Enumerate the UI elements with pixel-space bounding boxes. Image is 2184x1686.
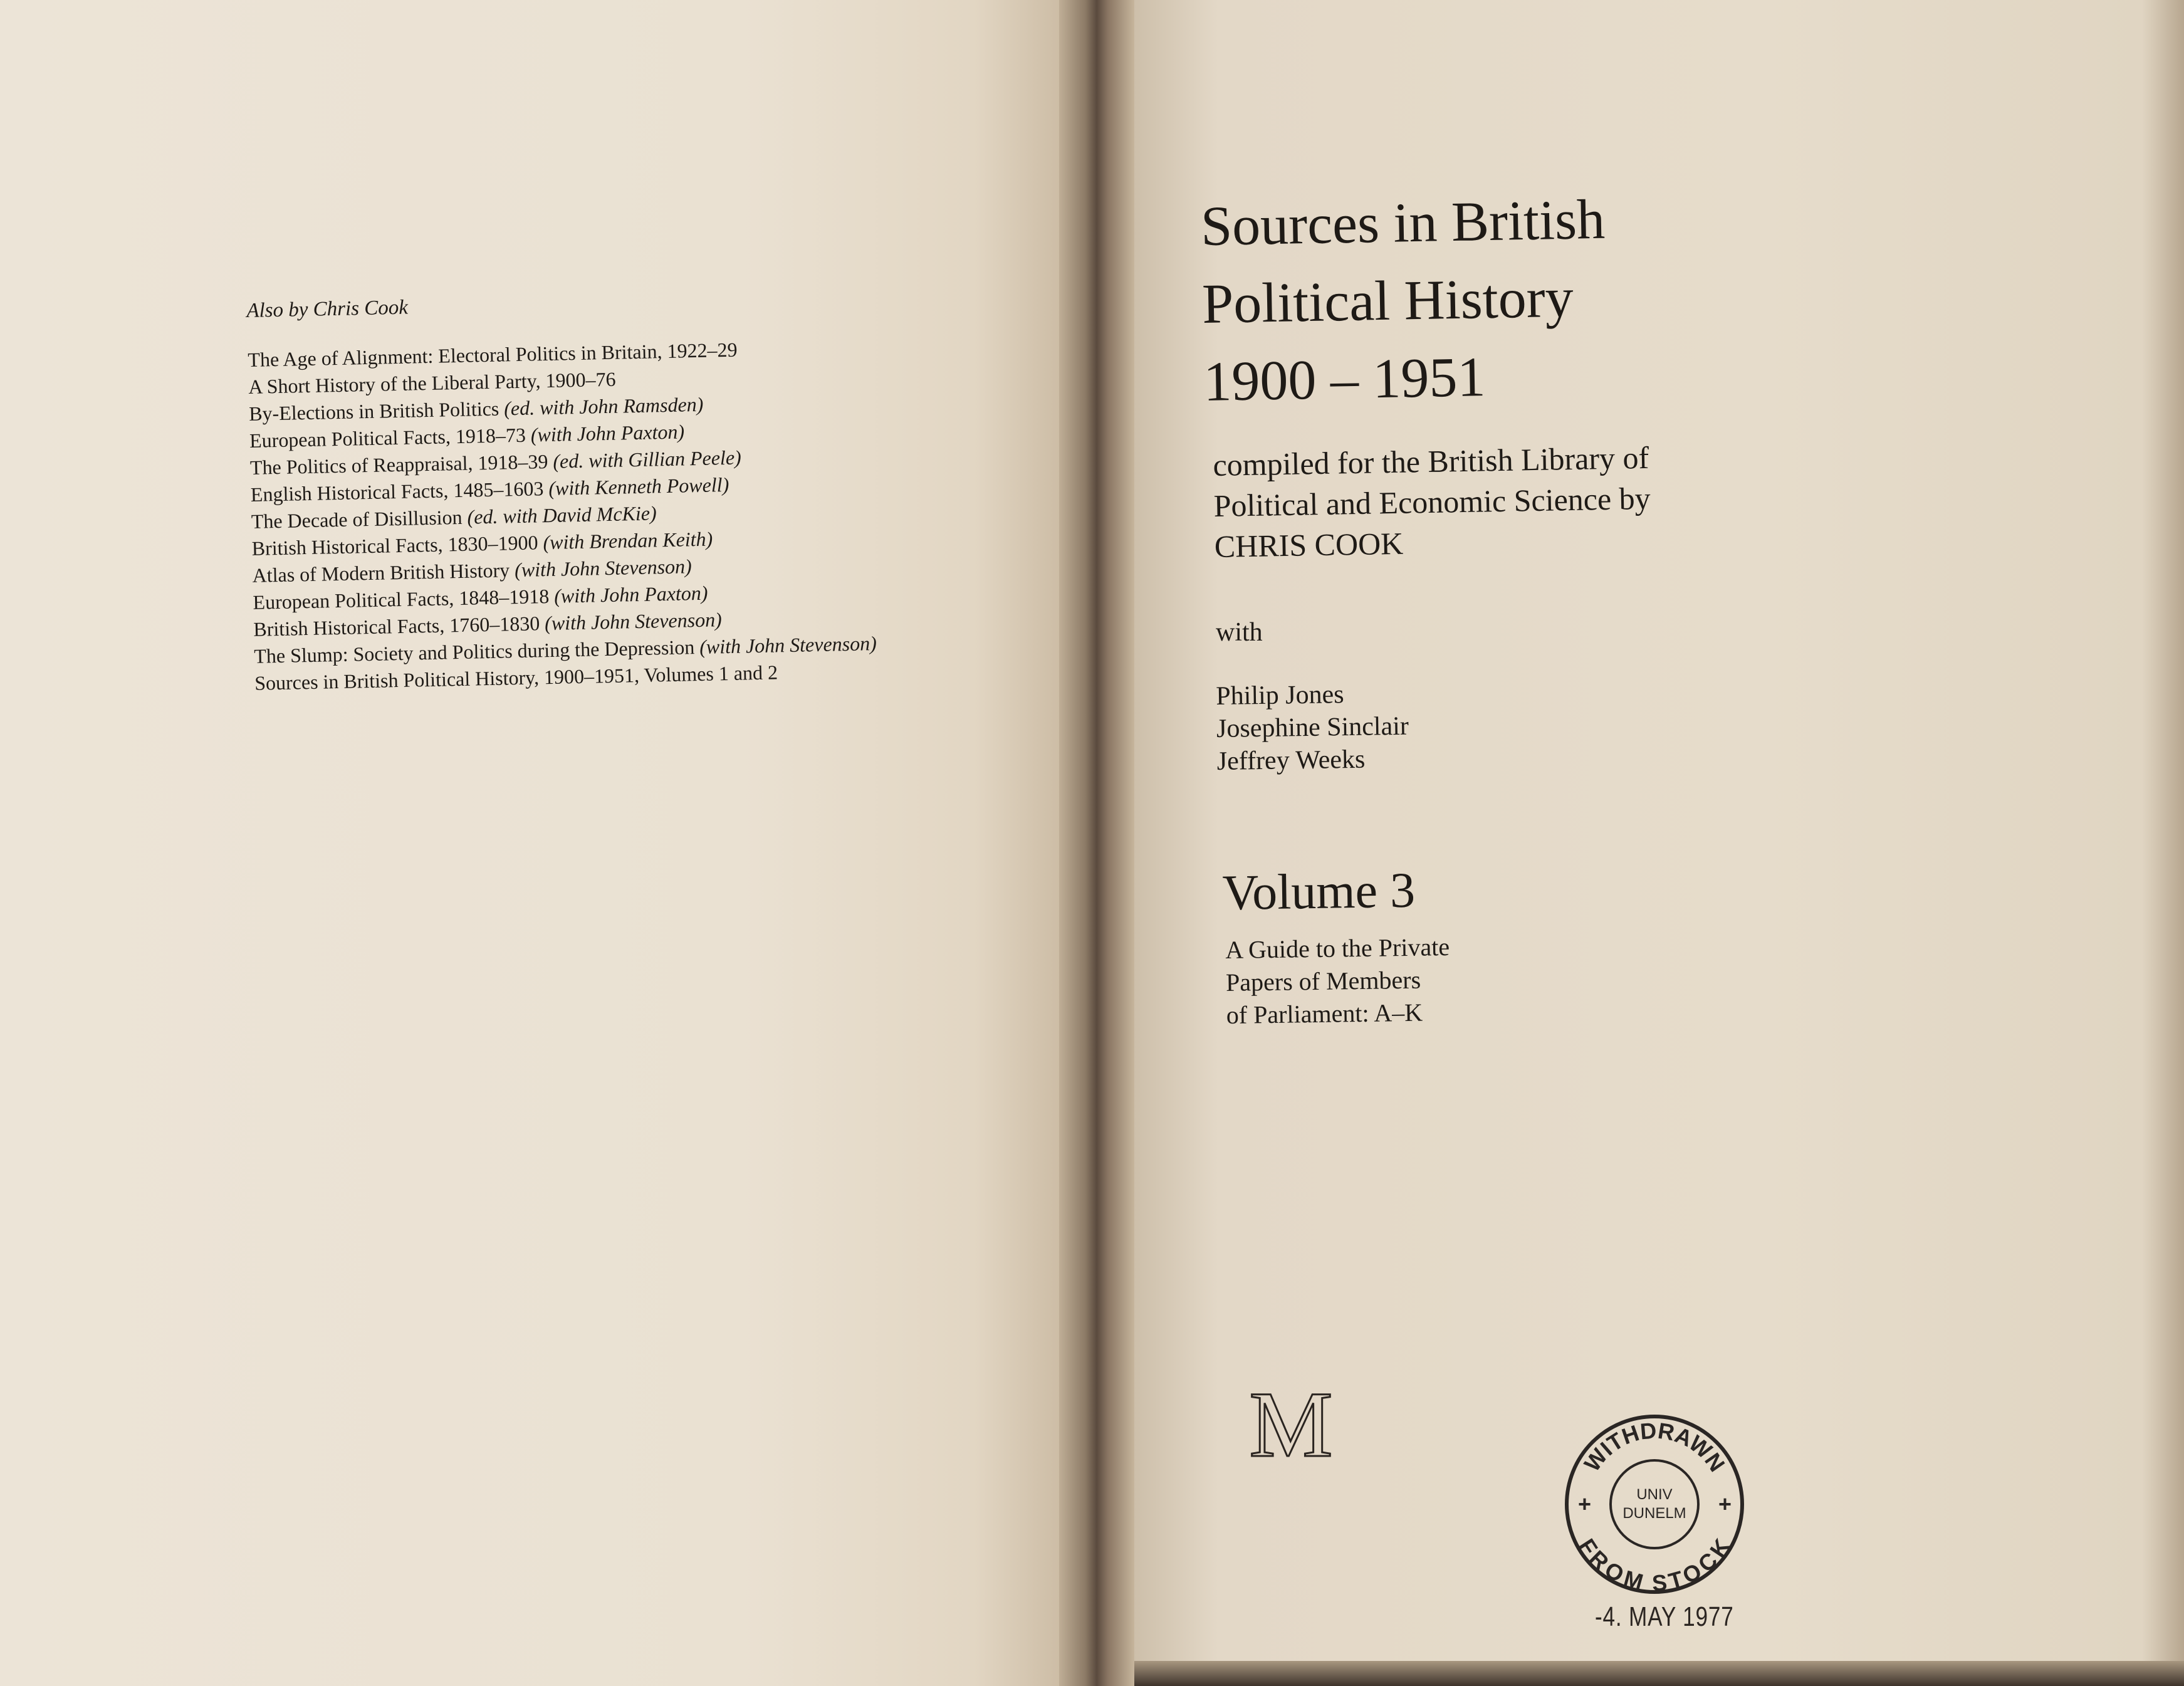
title-line: Sources in British bbox=[1200, 188, 1606, 258]
book-item: English Historical Facts, 1485–1603 (with Kenneth Powell) bbox=[250, 473, 729, 506]
contributor-name: Philip Jones bbox=[1216, 680, 1344, 711]
book-item: By-Elections in British Politics (ed. with John Ramsden) bbox=[248, 392, 704, 425]
stamp-date: -4. MAY 1977 bbox=[1595, 1601, 1734, 1632]
publisher-logo-icon bbox=[1238, 1388, 1344, 1463]
svg-text:+: + bbox=[1718, 1491, 1732, 1517]
stamp-top-text: WITHDRAWN bbox=[1579, 1417, 1730, 1477]
page-bottom-edge bbox=[1134, 1661, 2184, 1686]
compiled-line: compiled for the British Library of bbox=[1213, 439, 1649, 483]
title-line: Political History bbox=[1201, 266, 1574, 335]
book-item: European Political Facts, 1848–1918 (with John Paxton) bbox=[253, 581, 708, 614]
book-gutter bbox=[1059, 0, 1134, 1686]
subtitle-line: Papers of Members bbox=[1225, 965, 1421, 997]
book-item: Atlas of Modern British History (with John Stevenson) bbox=[252, 555, 692, 587]
stamp-center-line: UNIV bbox=[1636, 1486, 1673, 1503]
author-name: CHRIS COOK bbox=[1214, 525, 1404, 564]
compiled-line: Political and Economic Science by bbox=[1213, 480, 1651, 523]
book-item: Sources in British Political History, 1900–1951, Volumes 1 and 2 bbox=[254, 661, 778, 694]
also-by-heading: Also by Chris Cook bbox=[246, 296, 409, 322]
book-item: European Political Facts, 1918–73 (with John Paxton) bbox=[249, 420, 685, 452]
volume-heading: Volume 3 bbox=[1222, 862, 1416, 921]
book-item: The Age of Alignment: Electoral Politics in Britain, 1922–29 bbox=[248, 338, 738, 371]
subtitle-line: of Parliament: A–K bbox=[1226, 998, 1423, 1029]
book-item: The Politics of Reappraisal, 1918–39 (ed. with Gillian Peele) bbox=[249, 446, 742, 479]
with-label: with bbox=[1216, 618, 1263, 647]
contributor-name: Josephine Sinclair bbox=[1216, 711, 1409, 743]
left-page bbox=[0, 0, 1059, 1686]
title-line: 1900 – 1951 bbox=[1203, 346, 1486, 413]
withdrawn-stamp-icon bbox=[1560, 1410, 1748, 1598]
stamp-center-line: DUNELM bbox=[1622, 1505, 1686, 1522]
svg-text:+: + bbox=[1578, 1491, 1592, 1517]
book-list bbox=[248, 330, 1032, 697]
book-item: A Short History of the Liberal Party, 1900–76 bbox=[248, 367, 616, 398]
stamp-bottom-text: FROM STOCK bbox=[1574, 1534, 1735, 1596]
book-title bbox=[1200, 181, 1608, 421]
contributor-list bbox=[1216, 678, 1409, 778]
book-item: British Historical Facts, 1760–1830 (with John Stevenson) bbox=[253, 608, 723, 641]
book-item: The Slump: Society and Politics during the Depression (with John Stevenson) bbox=[253, 632, 877, 668]
volume-subtitle bbox=[1225, 931, 1451, 1032]
publisher-mark: M bbox=[1249, 1388, 1333, 1463]
book-item: British Historical Facts, 1830–1900 (with Brendan Keith) bbox=[251, 527, 713, 560]
contributor-name: Jeffrey Weeks bbox=[1216, 745, 1366, 776]
book-item: The Decade of Disillusion (ed. with David McKie) bbox=[251, 501, 657, 533]
subtitle-line: A Guide to the Private bbox=[1225, 933, 1450, 964]
compiled-by bbox=[1213, 437, 1651, 567]
